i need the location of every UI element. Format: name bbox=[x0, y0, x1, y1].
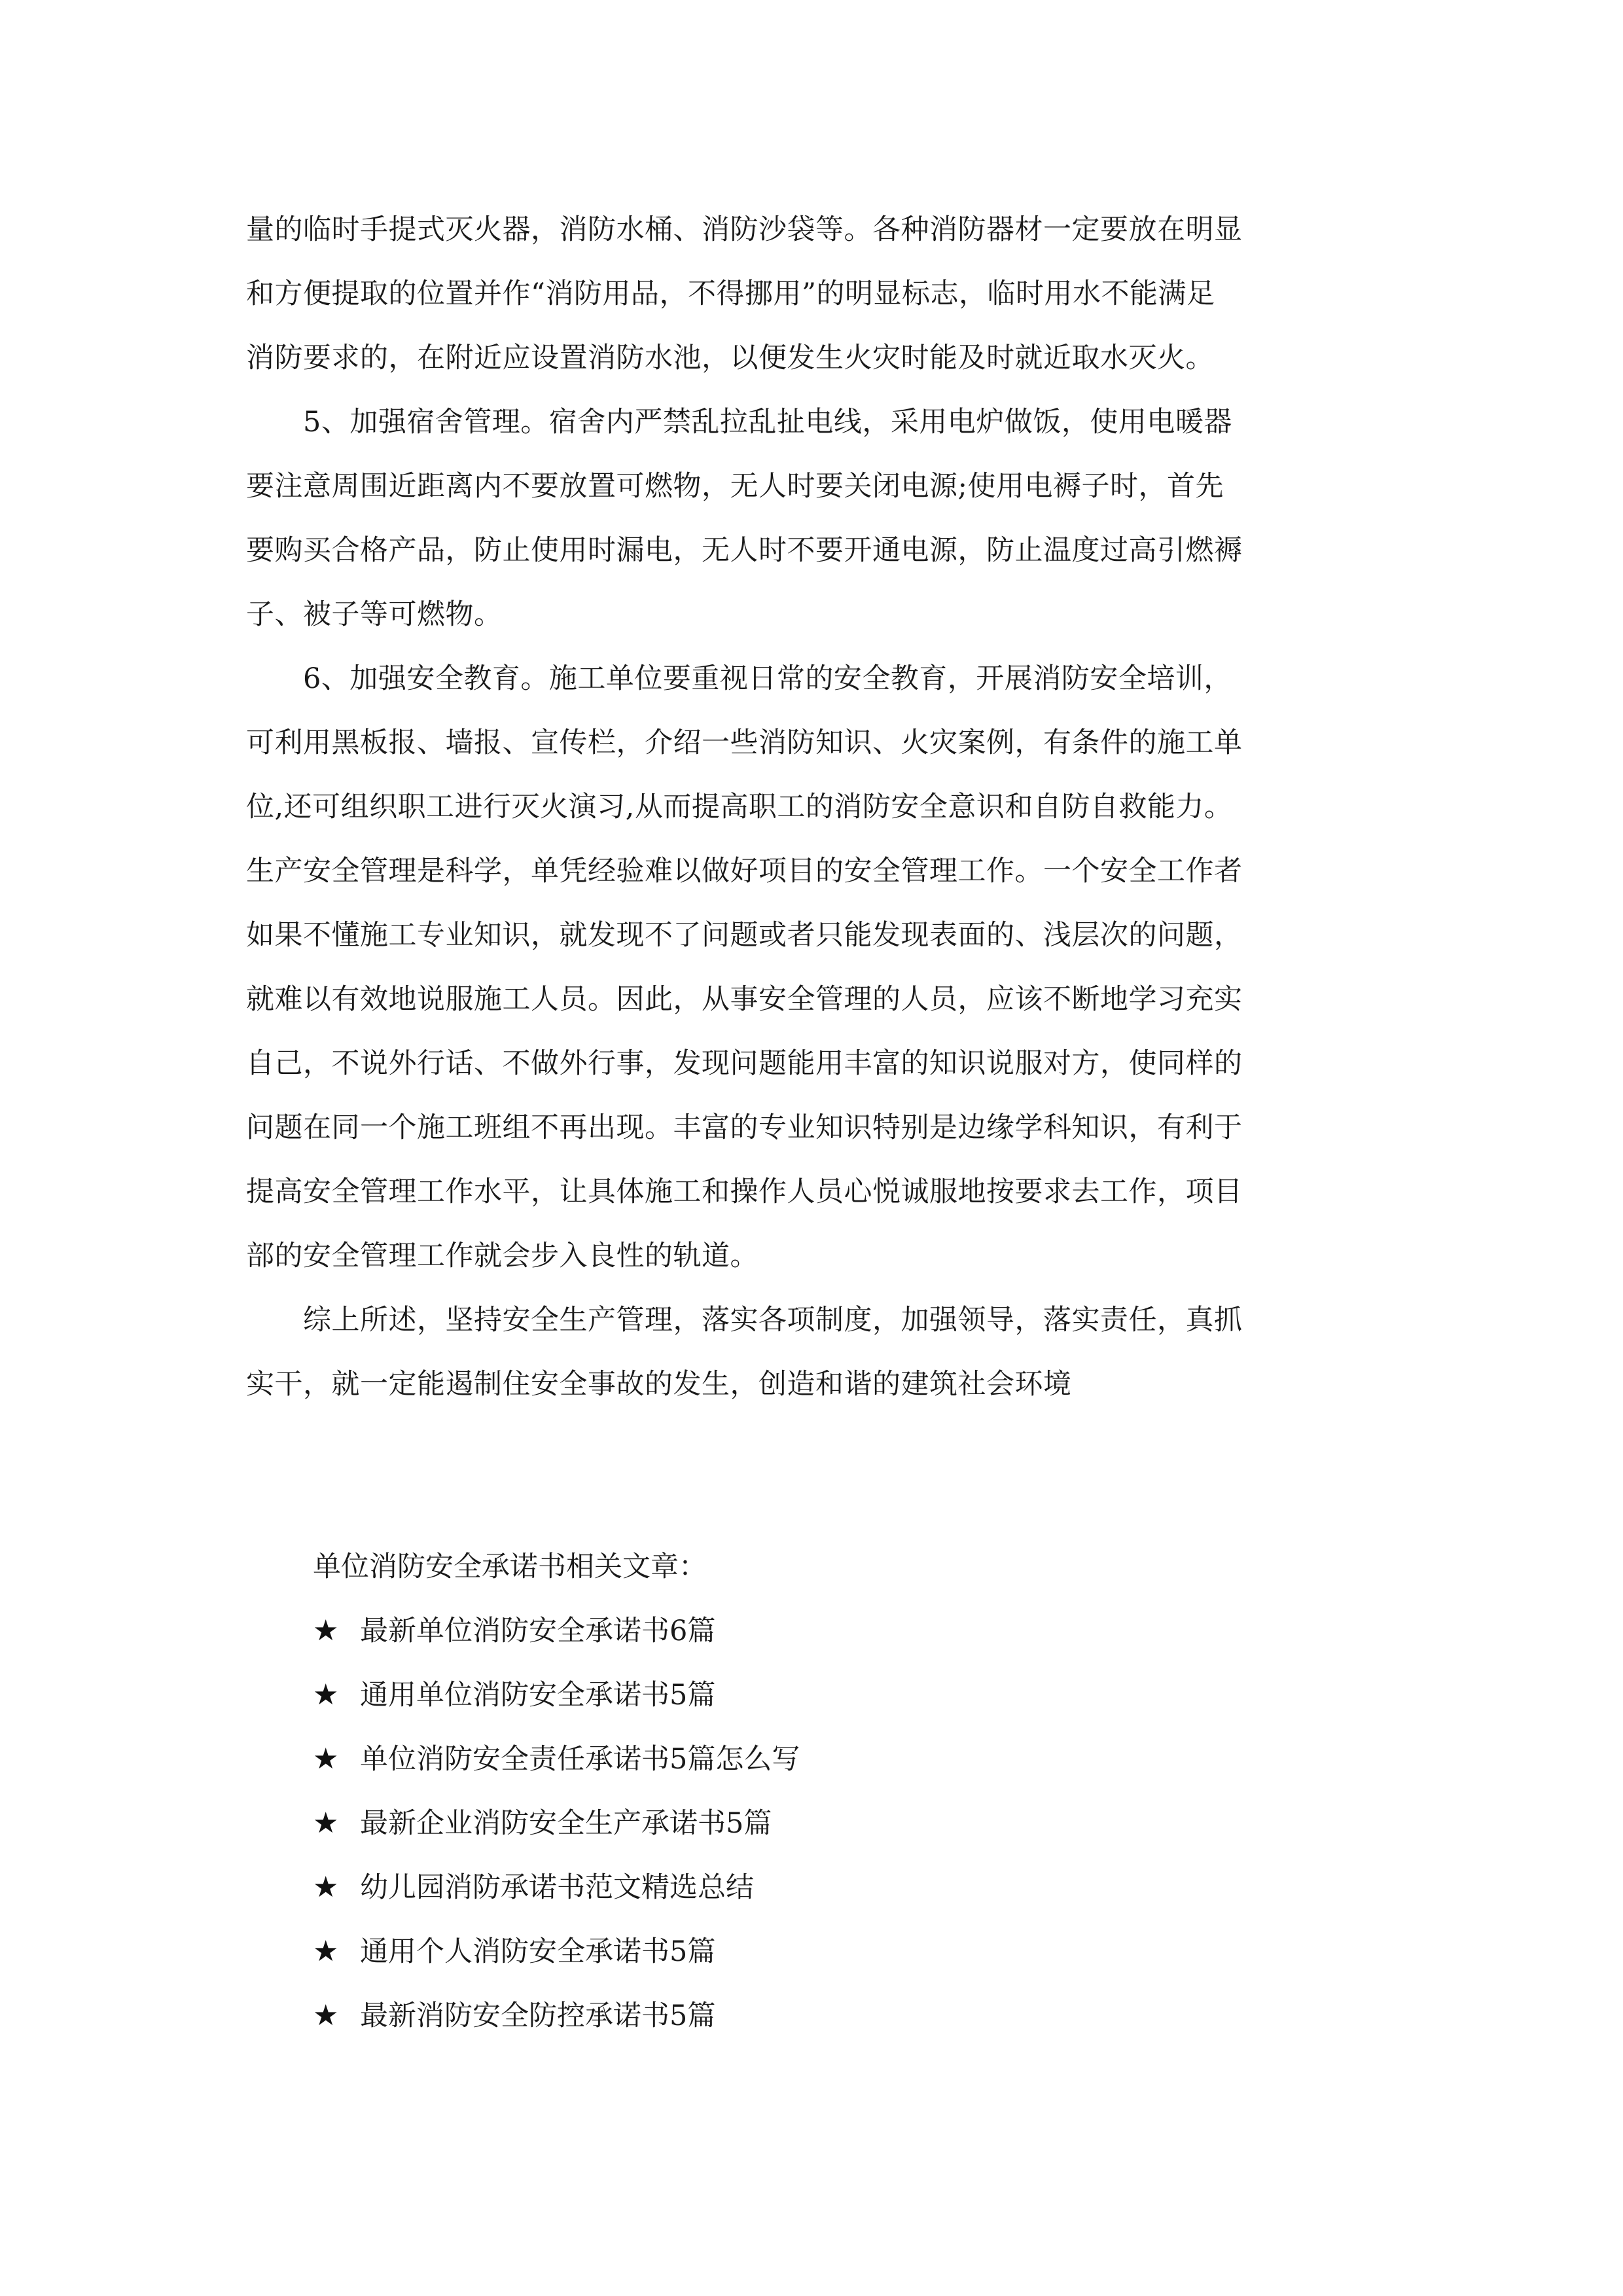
body-line: 要购买合格产品，防止使用时漏电，无人时不要开通电源，防止温度过高引燃褥 bbox=[246, 534, 1243, 567]
body-line: 可利用黑板报、墙报、宣传栏，介绍一些消防知识、火灾案例，有条件的施工单 bbox=[246, 726, 1243, 759]
body-line: 部的安全管理工作就会步入良性的轨道。 bbox=[246, 1240, 758, 1272]
related-article-title: 通用个人消防安全承诺书5篇 bbox=[360, 1935, 716, 1968]
related-article-link[interactable] bbox=[313, 1727, 1294, 1791]
body-line: 自己，不说外行话、不做外行事，发现问题能用丰富的知识说服对方，使同样的 bbox=[246, 1047, 1243, 1080]
body-line: 和方便提取的位置并作“消防用品，不得挪用”的明显标志，临时用水不能满足 bbox=[246, 278, 1215, 310]
body-line: 问题在同一个施工班组不再出现。丰富的专业知识特别是边缘学科知识，有利于 bbox=[246, 1111, 1243, 1144]
body-line: 提高安全管理工作水平，让具体施工和操作人员心悦诚服地按要求去工作，项目 bbox=[246, 1175, 1243, 1208]
body-line: 位,还可组织职工进行灭火演习,从而提高职工的消防安全意识和自防自救能力。 bbox=[246, 791, 1233, 823]
star-icon: ★ bbox=[313, 1935, 339, 1968]
related-article-title: 最新消防安全防控承诺书5篇 bbox=[360, 2000, 716, 2032]
body-line: 实干，就一定能遏制住安全事故的发生，创造和谐的建筑社会环境 bbox=[246, 1368, 1072, 1401]
body-line: 就难以有效地说服施工人员。因此，从事安全管理的人员，应该不断地学习充实 bbox=[246, 983, 1243, 1016]
related-article-title: 通用单位消防安全承诺书5篇 bbox=[360, 1679, 716, 1712]
body-line: 5、加强宿舍管理。宿舍内严禁乱拉乱扯电线，采用电炉做饭，使用电暖器 bbox=[246, 406, 1232, 439]
related-articles bbox=[313, 1535, 1294, 2048]
star-icon: ★ bbox=[313, 1742, 339, 1776]
related-article-link[interactable] bbox=[313, 1984, 1294, 2048]
related-article-link[interactable] bbox=[313, 1791, 1294, 1856]
related-article-title: 幼儿园消防承诺书范文精选总结 bbox=[360, 1871, 754, 1904]
body-line: 6、加强安全教育。施工单位要重视日常的安全教育，开展消防安全培训， bbox=[246, 662, 1232, 695]
star-icon: ★ bbox=[313, 1871, 339, 1904]
body-line: 综上所述，坚持安全生产管理，落实各项制度，加强领导，落实责任，真抓 bbox=[246, 1304, 1243, 1336]
star-icon: ★ bbox=[313, 1999, 339, 2032]
body-line: 消防要求的，在附近应设置消防水池，以便发生火灾时能及时就近取水灭火。 bbox=[246, 342, 1214, 374]
related-article-link[interactable] bbox=[313, 1856, 1294, 1920]
related-articles-title: 单位消防安全承诺书相关文章： bbox=[313, 1551, 707, 1583]
body-line: 生产安全管理是科学，单凭经验难以做好项目的安全管理工作。一个安全工作者 bbox=[246, 855, 1243, 888]
related-article-title: 单位消防安全责任承诺书5篇怎么写 bbox=[360, 1743, 800, 1776]
star-icon: ★ bbox=[313, 1614, 339, 1647]
body-line: 如果不懂施工专业知识，就发现不了问题或者只能发现表面的、浅层次的问题， bbox=[246, 919, 1243, 952]
related-article-link[interactable] bbox=[313, 1920, 1294, 1984]
body-line: 量的临时手提式灭火器，消防水桶、消防沙袋等。各种消防器材一定要放在明显 bbox=[246, 213, 1243, 246]
related-article-title: 最新企业消防安全生产承诺书5篇 bbox=[360, 1807, 772, 1840]
body-text bbox=[246, 198, 1378, 1416]
related-article-link[interactable] bbox=[313, 1663, 1294, 1727]
body-line: 要注意周围近距离内不要放置可燃物，无人时要关闭电源;使用电褥子时，首先 bbox=[246, 470, 1224, 503]
star-icon: ★ bbox=[313, 1806, 339, 1840]
star-icon: ★ bbox=[313, 1678, 339, 1712]
related-article-title: 最新单位消防安全承诺书6篇 bbox=[360, 1615, 716, 1647]
body-line: 子、被子等可燃物。 bbox=[246, 598, 503, 631]
related-article-link[interactable] bbox=[313, 1599, 1294, 1663]
